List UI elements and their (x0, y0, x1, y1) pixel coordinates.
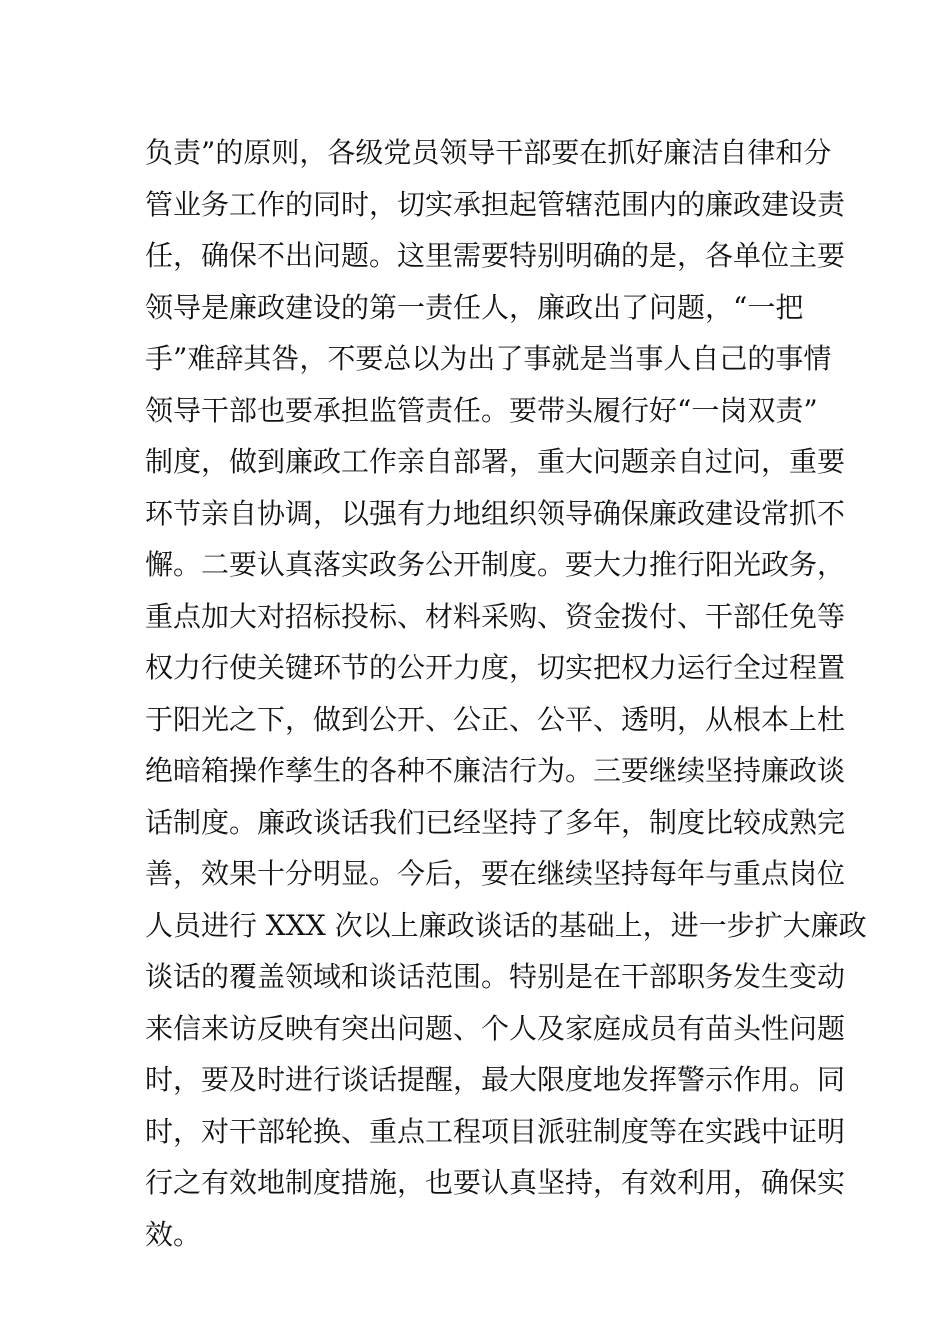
text-line: 效。 (145, 1217, 202, 1251)
text-line: 领导干部也要承担监管责任。要带头履行好“一岗双责” (145, 393, 818, 427)
text-line: 来信来访反映有突出问题、个人及家庭成员有苗头性问题 (145, 1011, 846, 1045)
text-line: 懈。二要认真落实政务公开制度。要大力推行阳光政务， (145, 548, 846, 581)
text-line: 行之有效地制度措施，也要认真坚持，有效利用，确保实 (145, 1166, 846, 1199)
text-line: 善，效果十分明显。今后，要在继续坚持每年与重点岗位 (145, 857, 846, 890)
text-line: 任，确保不出问题。这里需要特别明确的是，各单位主要 (145, 239, 846, 272)
text-line: 手”难辞其咎，不要总以为出了事就是当事人自己的事情 (145, 342, 832, 375)
text-line: 人员进行 XXX 次以上廉政谈话的基础上，进一步扩大廉政 (145, 908, 867, 942)
body-text (145, 127, 867, 1260)
text-line: 负责”的原则，各级党员领导干部要在抓好廉洁自律和分 (145, 136, 832, 169)
text-line: 时，要及时进行谈话提醒，最大限度地发挥警示作用。同 (145, 1063, 846, 1096)
text-line: 谈话的覆盖领域和谈话范围。特别是在干部职务发生变动 (145, 960, 846, 993)
text-line: 领导是廉政建设的第一责任人，廉政出了问题，“一把 (145, 290, 804, 324)
text-line: 话制度。廉政谈话我们已经坚持了多年，制度比较成熟完 (145, 805, 846, 839)
text-line: 绝暗箱操作孳生的各种不廉洁行为。三要继续坚持廉政谈 (145, 754, 846, 787)
text-line: 时，对干部轮换、重点工程项目派驻制度等在实践中证明 (145, 1114, 846, 1148)
text-line: 环节亲自协调，以强有力地组织领导确保廉政建设常抓不 (145, 496, 846, 530)
text-line: 权力行使关键环节的公开力度，切实把权力运行全过程置 (145, 651, 846, 684)
text-line: 管业务工作的同时，切实承担起管辖范围内的廉政建设责 (145, 187, 846, 221)
text-line: 制度，做到廉政工作亲自部署，重大问题亲自过问，重要 (145, 445, 846, 478)
text-line: 于阳光之下，做到公开、公正、公平、透明，从根本上杜 (145, 702, 846, 736)
text-line: 重点加大对招标投标、材料采购、资金拨付、干部任免等 (145, 599, 846, 633)
